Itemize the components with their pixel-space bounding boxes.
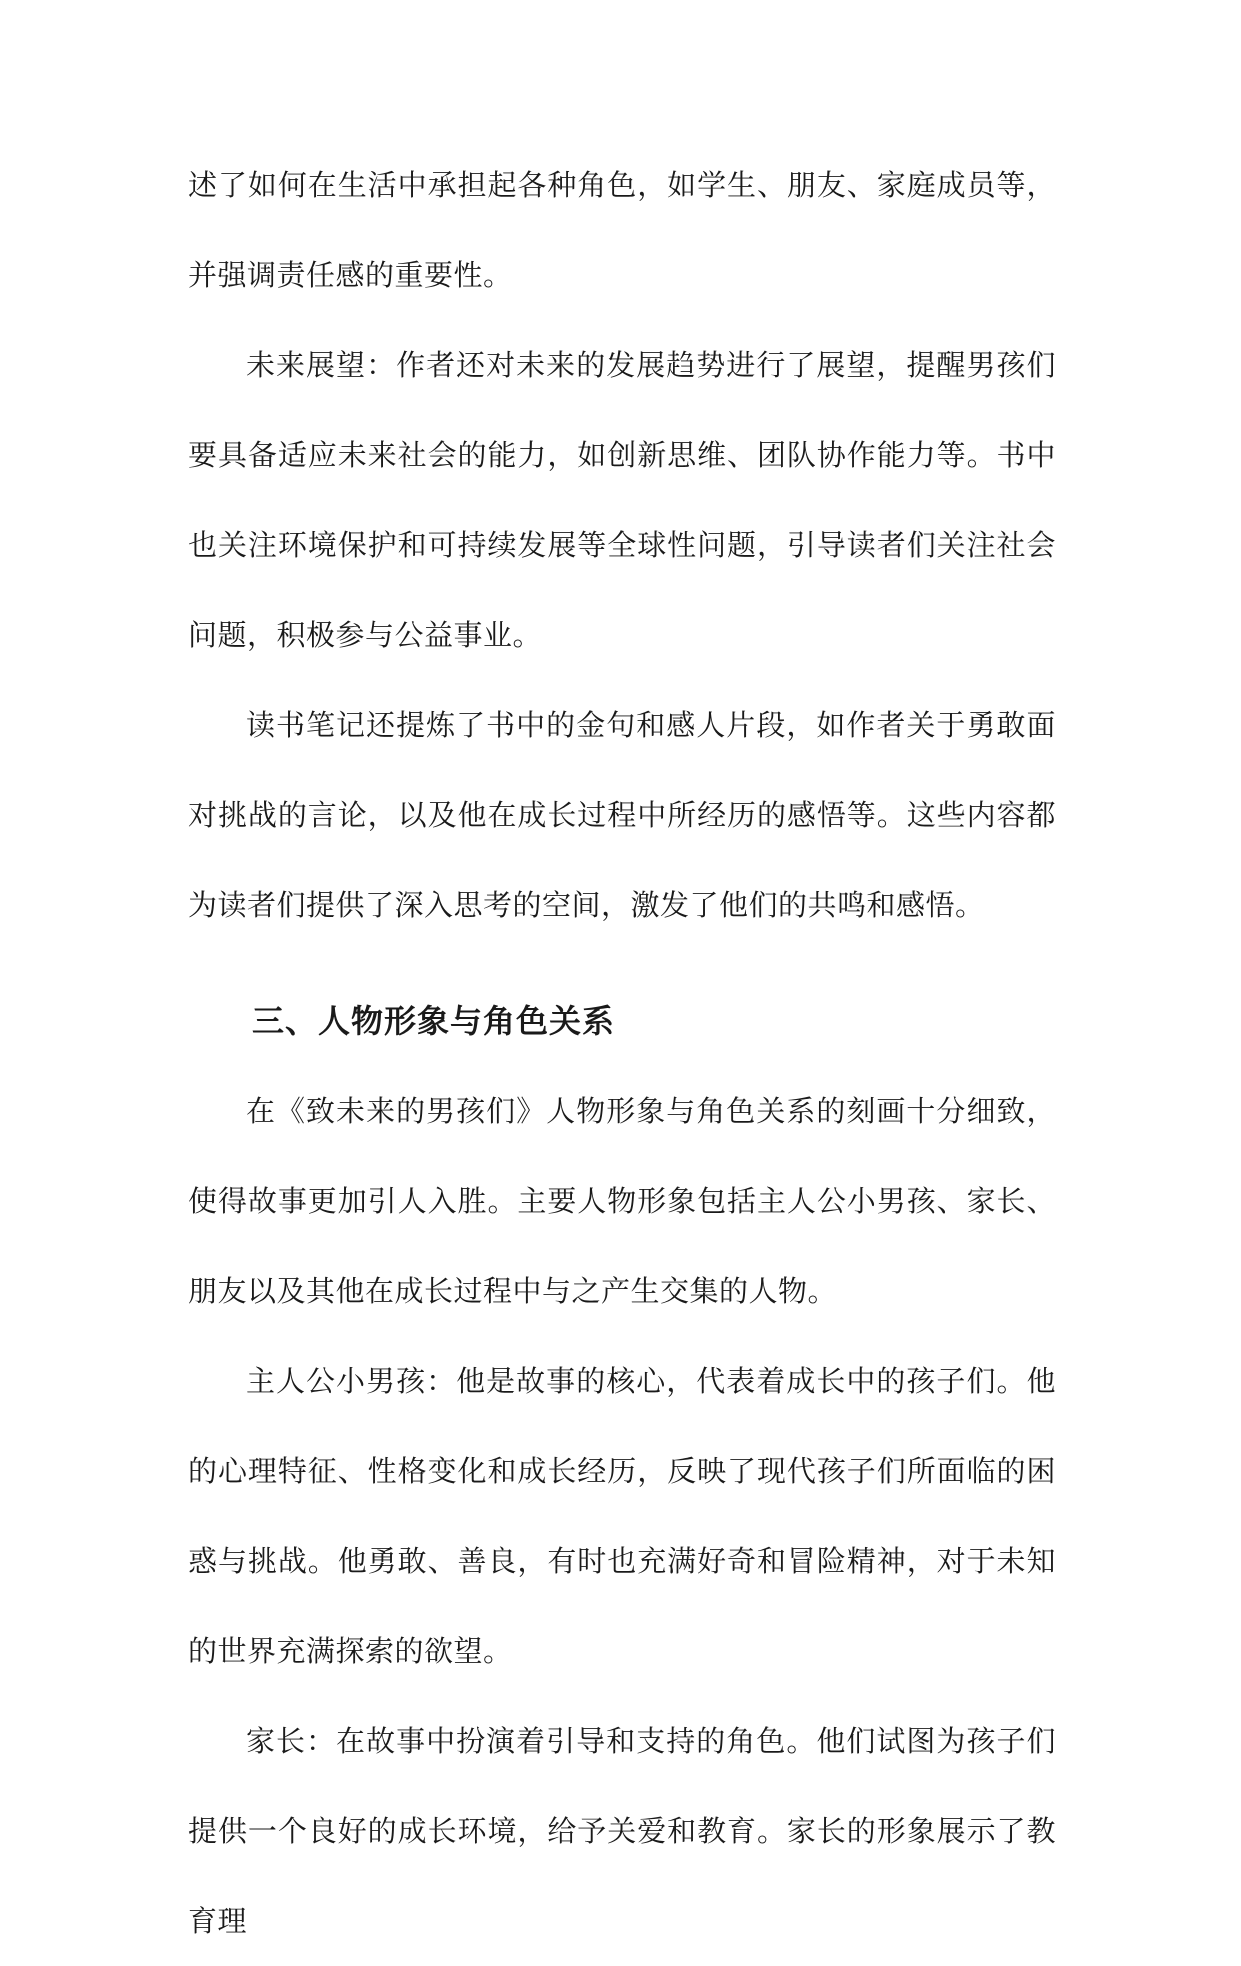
- paragraph-protagonist: 主人公小男孩：他是故事的核心，代表着成长中的孩子们。他的心理特征、性格变化和成长经历，反映了现代孩子们所面临的困惑与挑战。他勇敢、善良，有时也充满好奇和冒险精神，对于未知的世界充满探索的欲望。: [188, 1364, 1056, 1668]
- paragraph-continuation: 述了如何在生活中承担起各种角色，如学生、朋友、家庭成员等，并强调责任感的重要性。: [188, 168, 1056, 292]
- paragraph-future-outlook: 未来展望：作者还对未来的发展趋势进行了展望，提醒男孩们要具备适应未来社会的能力，如创新思维、团队协作能力等。书中也关注环境保护和可持续发展等全球性问题，引导读者们关注社会问题，积极参与公益事业。: [188, 348, 1056, 652]
- document-page: [188, 140, 1056, 1966]
- paragraph-characters-intro: 在《致未来的男孩们》人物形象与角色关系的刻画十分细致，使得故事更加引人入胜。主要人物形象包括主人公小男孩、家长、朋友以及其他在成长过程中与之产生交集的人物。: [188, 1094, 1056, 1308]
- paragraph-reading-notes: 读书笔记还提炼了书中的金句和感人片段，如作者关于勇敢面对挑战的言论，以及他在成长过程中所经历的感悟等。这些内容都为读者们提供了深入思考的空间，激发了他们的共鸣和感悟。: [188, 708, 1056, 922]
- paragraph-parents: 家长：在故事中扮演着引导和支持的角色。他们试图为孩子们提供一个良好的成长环境，给予关爱和教育。家长的形象展示了教育理: [188, 1724, 1056, 1938]
- section-heading: 三、人物形象与角色关系: [252, 1002, 616, 1040]
